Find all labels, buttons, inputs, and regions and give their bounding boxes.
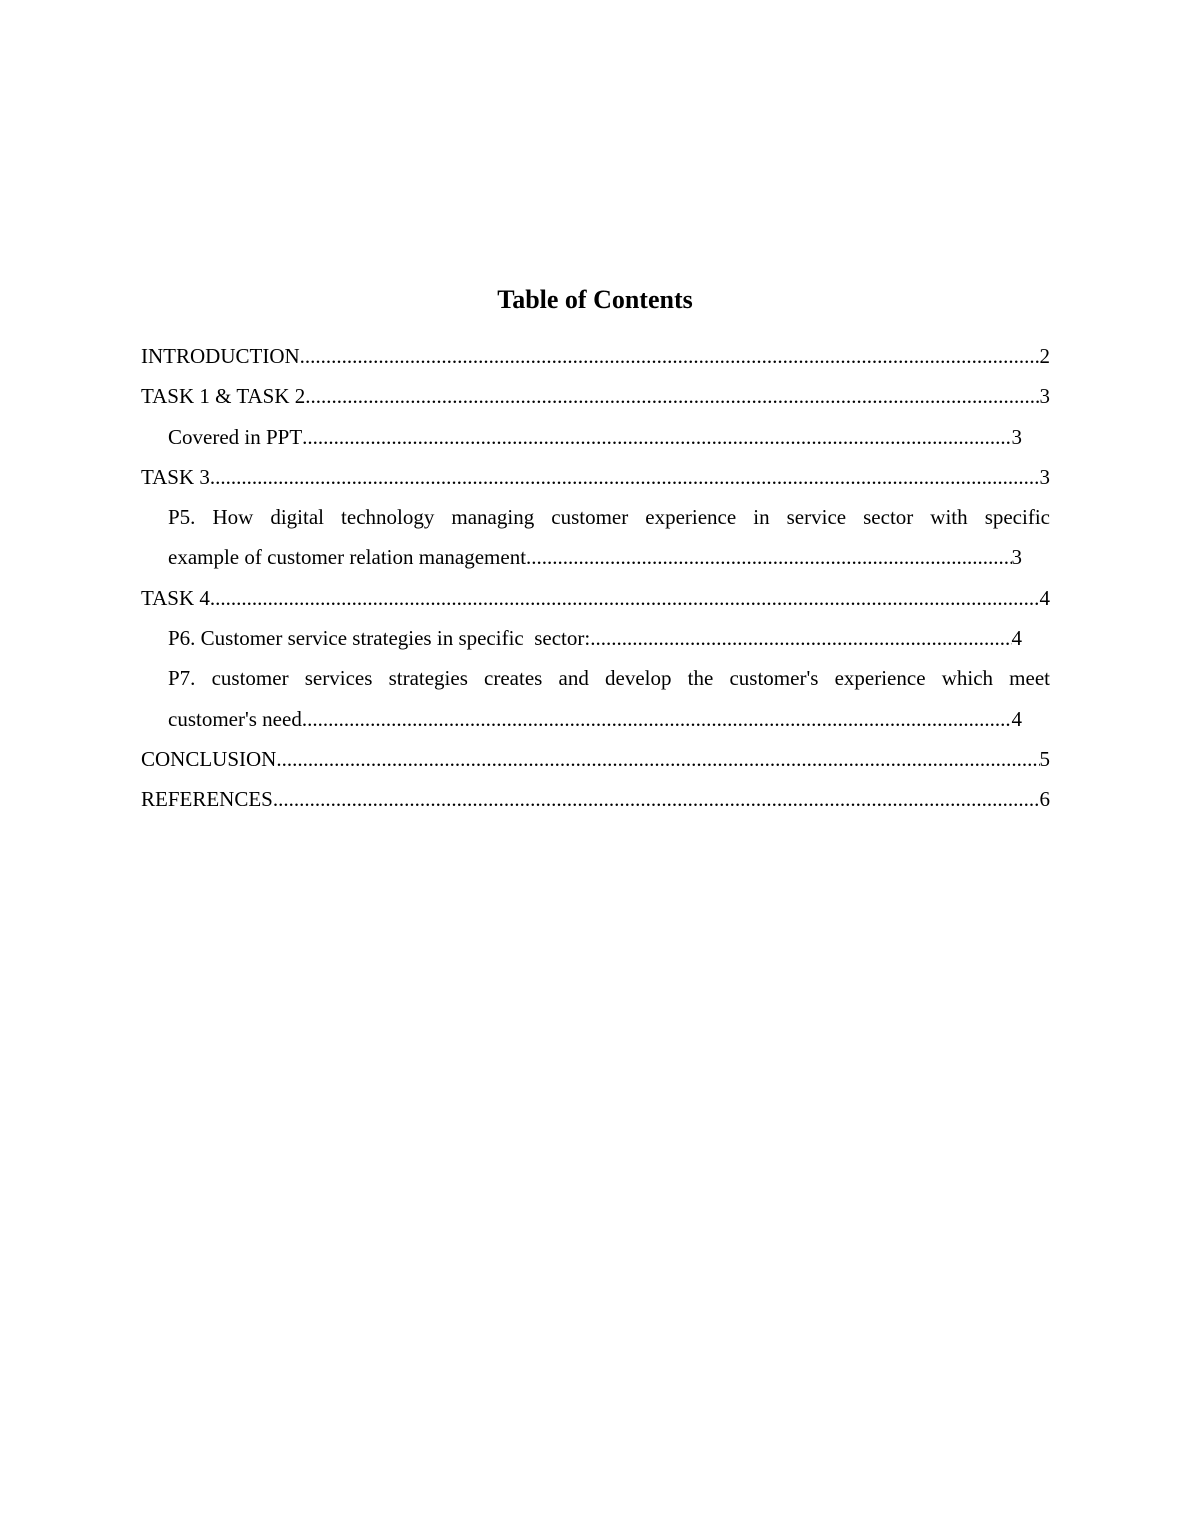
toc-page-number: 4 [1039,585,1050,610]
toc-entry-conclusion[interactable] [141,739,1050,779]
toc-entry-label-line2: example of customer relation management [168,545,527,570]
toc-entry-label: TASK 4 [141,585,210,610]
toc-entry-p5[interactable] [168,497,1050,578]
toc-entry-p7[interactable] [168,658,1050,739]
toc-entry-line2 [168,537,1022,577]
toc-entry-label: INTRODUCTION [141,344,300,368]
toc-entry-label: Covered in PPT [168,424,303,449]
toc-page-number: 3 [1039,384,1050,409]
toc-page-number: 3 [1011,424,1022,449]
dot-leader [273,779,1040,819]
dot-leader [302,699,1012,739]
toc-page-number: 3 [1039,464,1050,489]
toc-entry-label: TASK 1 & TASK 2 [141,384,306,409]
toc-page-number: 4 [1011,706,1022,731]
toc-entry-label: P6. Customer service strategies in specific sector: [168,626,591,651]
toc-entry-covered-in-ppt[interactable] [168,417,1022,457]
toc-title: Table of Contents [497,285,693,314]
toc-entry-line2 [168,699,1022,739]
dot-leader [300,336,1040,376]
toc-page-number: 6 [1039,787,1050,812]
dot-leader [526,537,1011,577]
toc-entry-label-line2: customer's need [168,706,302,731]
dot-leader [302,417,1011,457]
toc-page-number: 3 [1011,545,1022,570]
toc-entry-label: REFERENCES [141,787,273,812]
toc-entry-task-1-2[interactable] [141,376,1050,416]
toc-entry-p6[interactable] [168,618,1022,658]
dot-leader [210,457,1040,497]
dot-leader [590,618,1011,658]
dot-leader [210,578,1040,618]
toc-page-number: 4 [1011,626,1022,651]
toc-entry-references[interactable] [141,779,1050,819]
toc-page-number: 2 [1039,344,1050,368]
toc-entry-task-4[interactable] [141,578,1050,618]
toc-entry-introduction[interactable] [141,336,1050,376]
toc-entry-label: CONCLUSION [141,746,277,771]
toc-entry-label-line1: P7. customer services strategies creates and develop the customer's experience which meet [168,666,1050,691]
dot-leader [276,739,1039,779]
dot-leader [305,376,1039,416]
toc-page-number: 5 [1039,746,1050,771]
toc-list [141,336,1050,820]
toc-entry-task-3[interactable] [141,457,1050,497]
toc-entry-label: TASK 3 [141,464,210,489]
toc-entry-label-line1: P5. How digital technology managing customer experience in service sector with specific [168,505,1050,530]
